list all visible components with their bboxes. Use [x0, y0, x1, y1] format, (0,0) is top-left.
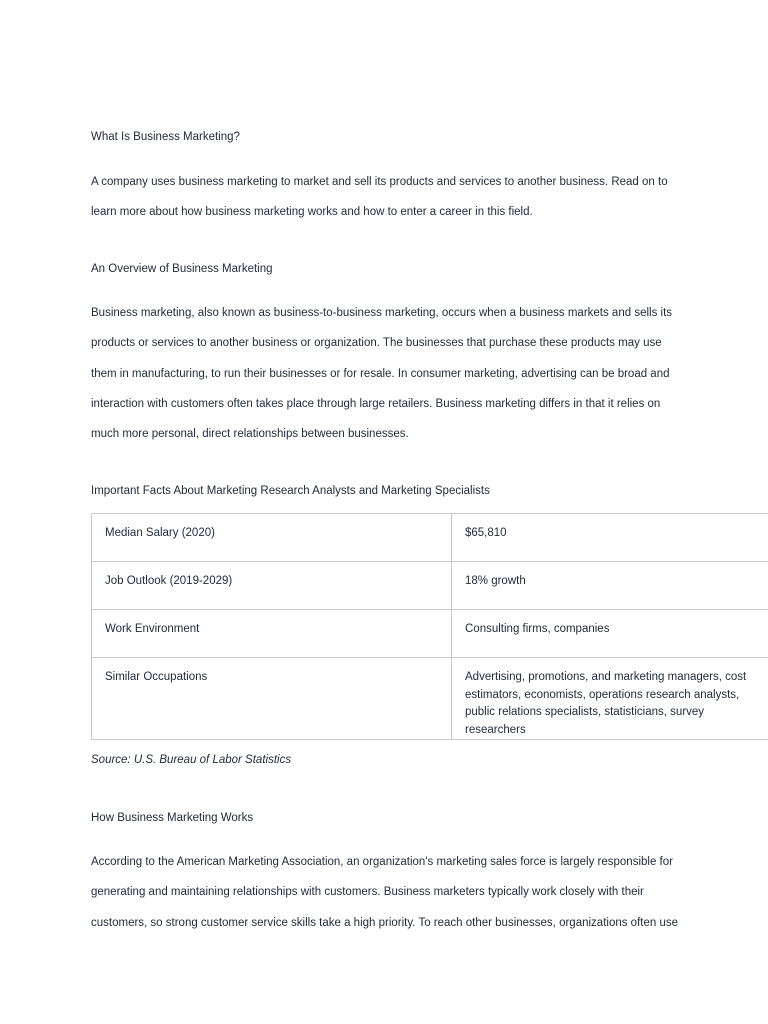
facts-table	[91, 513, 768, 740]
table-cell-label: Similar Occupations	[92, 658, 452, 740]
paragraph-line: According to the American Marketing Association, an organization's marketing sales force is largely responsible for	[91, 856, 673, 868]
intro-paragraph	[91, 167, 691, 228]
table-cell-label: Median Salary (2020)	[92, 514, 452, 562]
table-row	[92, 658, 768, 740]
paragraph-line: products or services to another business or organization. The businesses that purchase these products may use	[91, 337, 662, 350]
source-citation: Source: U.S. Bureau of Labor Statistics	[91, 754, 292, 766]
paragraph-line: much more personal, direct relationships between businesses.	[91, 428, 409, 441]
paragraph-line: Business marketing, also known as business-to-business marketing, occurs when a business markets and sells its	[91, 307, 673, 319]
how-paragraph	[91, 847, 691, 938]
paragraph-line: them in manufacturing, to run their businesses or for resale. In consumer marketing, advertising can be broad and	[91, 367, 670, 380]
heading-what-is-business-marketing: What Is Business Marketing?	[91, 131, 240, 143]
table-row	[92, 562, 768, 610]
paragraph-line: interaction with customers often takes place through large retailers. Business marketing differs in that it relies on	[91, 397, 661, 410]
heading-how-it-works: How Business Marketing Works	[91, 812, 254, 824]
paragraph-line: generating and maintaining relationships with customers. Business marketers typically work closely with their	[91, 886, 644, 899]
paragraph-line: learn more about how business marketing works and how to enter a career in this field.	[91, 206, 533, 219]
table-cell-value: Consulting firms, companies	[452, 610, 768, 658]
table-title: Important Facts About Marketing Research Analysts and Marketing Specialists	[91, 485, 490, 497]
paragraph-line: A company uses business marketing to market and sell its products and services to another business. Read on to	[91, 176, 668, 188]
table-row	[92, 514, 768, 562]
overview-paragraph	[91, 298, 691, 449]
heading-overview: An Overview of Business Marketing	[91, 263, 273, 275]
paragraph-line: customers, so strong customer service skills take a high priority. To reach other businesses, organizations often use	[91, 916, 678, 929]
table-row	[92, 610, 768, 658]
table-cell-value: Advertising, promotions, and marketing managers, cost estimators, economists, operations research analysts, public relations specialists, statisticians, survey researchers	[452, 658, 768, 740]
table-cell-label: Job Outlook (2019-2029)	[92, 562, 452, 610]
table-cell-value: $65,810	[452, 514, 768, 562]
table-cell-value: 18% growth	[452, 562, 768, 610]
table-cell-label: Work Environment	[92, 610, 452, 658]
